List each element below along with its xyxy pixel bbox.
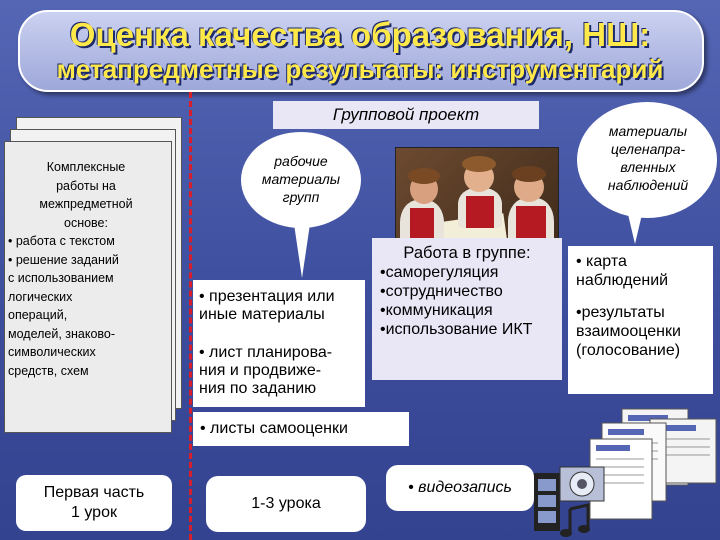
- group-work-item: •использование ИКТ: [380, 321, 533, 338]
- project-products-line: иные материалы: [199, 306, 325, 323]
- first-part-line: Первая часть: [43, 484, 145, 501]
- complex-works-heading-line: основе:: [64, 215, 108, 230]
- observations-label: [585, 110, 711, 206]
- lessons-box: 1-3 урока: [206, 476, 366, 532]
- project-products-box: [193, 280, 365, 407]
- complex-works-bullet: логических: [8, 289, 73, 304]
- observation-tools-line: (голосование): [576, 342, 681, 359]
- complex-works-heading-line: работы на: [56, 178, 116, 193]
- observations-line: материалы: [608, 123, 688, 139]
- observation-tools-line: взаимооценки: [576, 323, 681, 340]
- slide-subtitle: метапредметные результаты: инструментарий: [56, 54, 664, 84]
- project-products-line: ния и продвиже-: [199, 362, 322, 379]
- complex-works-text: [8, 158, 164, 380]
- complex-works-heading-line: Комплексные: [46, 160, 126, 174]
- observation-tools-line: •результаты: [576, 304, 665, 321]
- observation-tools-line: • карта: [576, 253, 627, 270]
- complex-works-bullet: операций,: [8, 308, 68, 322]
- work-materials-line: групп: [282, 189, 320, 205]
- observations-line: вленных: [620, 159, 676, 175]
- project-products-line: • презентация или: [199, 288, 335, 305]
- group-work-item: •сотрудничество: [380, 283, 503, 300]
- work-materials-label: [246, 140, 356, 218]
- documents-video-clipart: [530, 405, 720, 540]
- observation-tools-line: наблюдений: [576, 272, 669, 289]
- first-part-box: [16, 475, 172, 531]
- project-products-line: ния по заданию: [199, 380, 317, 397]
- first-part-line: 1 урок: [71, 504, 117, 521]
- group-work-box: [372, 238, 562, 380]
- complex-works-bullet: • решение заданий: [8, 252, 119, 267]
- observations-line: наблюдений: [607, 177, 689, 193]
- video-recording-box: • видеозапись: [386, 465, 534, 511]
- complex-works-bullet: • работа с текстом: [8, 234, 115, 248]
- observation-tools-box: [568, 246, 713, 394]
- work-materials-line: материалы: [261, 171, 341, 187]
- photo-vest: [466, 196, 494, 228]
- group-project-header: Групповой проект: [273, 101, 539, 129]
- self-assessment-box: • листы самооценки: [193, 412, 409, 446]
- work-materials-line: рабочие: [274, 153, 328, 169]
- photo-hair: [462, 156, 496, 172]
- complex-works-bullet: моделей, знаково-: [8, 326, 116, 341]
- slide-title: Оценка качества образования, НШ:: [69, 16, 651, 53]
- group-work-item: •саморегуляция: [380, 264, 499, 281]
- complex-works-bullet: средств, схем: [8, 363, 89, 378]
- group-work-item: •коммуникация: [380, 302, 493, 319]
- red-dashed-divider: [189, 92, 192, 540]
- photo-hair: [408, 168, 440, 184]
- group-work-title: Работа в группе:: [403, 244, 531, 262]
- complex-works-bullet: символических: [8, 345, 96, 359]
- complex-works-bullet: с использованием: [8, 271, 114, 285]
- complex-works-heading-line: межпредметной: [39, 197, 133, 211]
- photo-hair: [512, 166, 546, 182]
- observations-line: целенапра-: [610, 141, 686, 157]
- project-products-line: • лист планирова-: [199, 344, 333, 361]
